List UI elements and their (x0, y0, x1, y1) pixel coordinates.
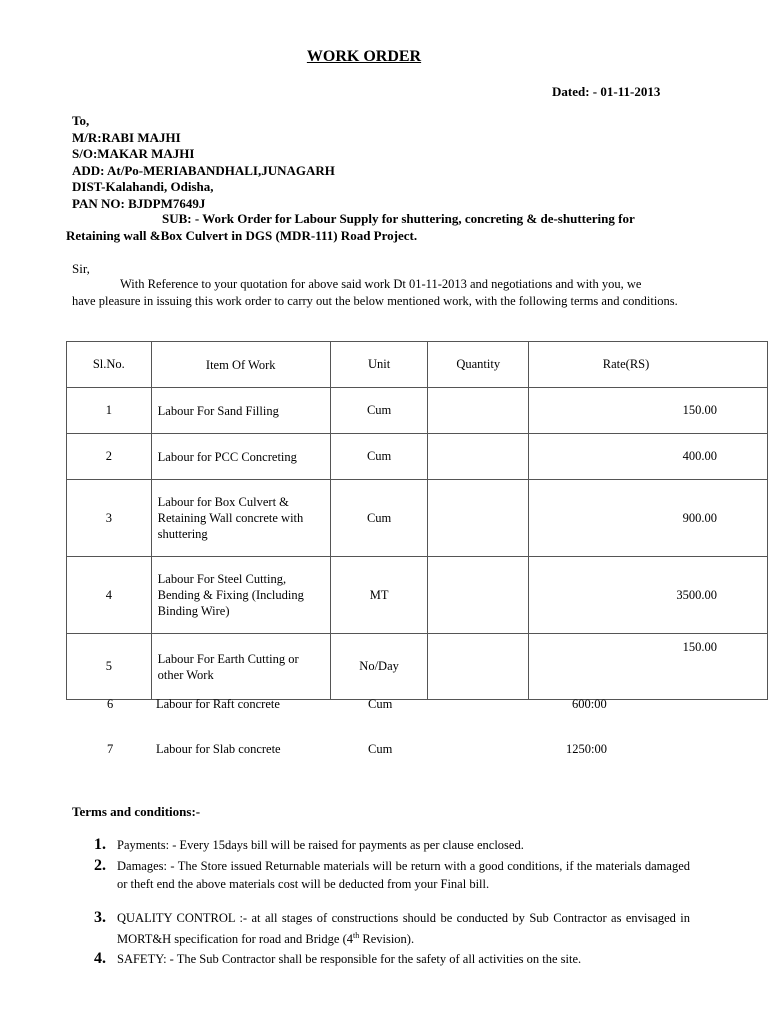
document-title: WORK ORDER (306, 48, 422, 65)
cell-item: Labour For Steel Cutting, Bending & Fixing (Including Binding Wire) (151, 557, 330, 634)
extra-row-7-item: Labour for Slab concrete (156, 742, 281, 756)
cell-sl: 2 (67, 434, 152, 480)
term-text: Payments: - Every 15days bill will be raised for payments as per clause enclosed. (117, 838, 524, 852)
cell-item: Labour for PCC Concreting (151, 434, 330, 480)
cell-rate: 150.00 (529, 388, 768, 434)
extra-row-7-unit: Cum (368, 742, 393, 756)
address-to: To, (72, 113, 90, 128)
address-so: S/O:MAKAR MAJHI (72, 146, 195, 162)
header-unit: Unit (330, 342, 428, 388)
salutation: Sir, (72, 261, 90, 276)
term-number: 1. (94, 836, 106, 853)
cell-sl: 5 (67, 634, 152, 700)
term-item (94, 836, 690, 854)
subject-block (66, 210, 676, 244)
term-number: 3. (94, 909, 106, 926)
cell-quantity (428, 388, 529, 434)
terms-list (94, 836, 690, 968)
cell-quantity (428, 557, 529, 634)
header-item: Item Of Work (151, 342, 330, 388)
cell-rate: 3500.00 (529, 557, 768, 634)
subject-line-1: SUB: - Work Order for Labour Supply for shuttering, concreting & de-shuttering for (162, 211, 635, 226)
address-add: ADD: At/Po-MERIABANDHALI,JUNAGARH (72, 162, 335, 178)
table-row (67, 480, 768, 557)
header-rate: Rate(RS) (529, 342, 768, 388)
header-quantity: Quantity (428, 342, 529, 388)
cell-sl: 1 (67, 388, 152, 434)
address-name: M/R:RABI MAJHI (72, 129, 181, 145)
extra-row-6-item: Labour for Raft concrete (156, 697, 280, 711)
header-sl: Sl.No. (67, 342, 152, 388)
work-table (66, 341, 768, 700)
table-row (67, 434, 768, 480)
cell-quantity (428, 434, 529, 480)
cell-rate: 900.00 (529, 480, 768, 557)
date-line: Dated: - 01-11-2013 (552, 84, 661, 99)
address-block (72, 113, 335, 213)
cell-unit: No/Day (330, 634, 428, 700)
term-item (94, 950, 690, 968)
table-row (67, 557, 768, 634)
term-text (117, 909, 690, 948)
cell-unit: Cum (330, 480, 428, 557)
cell-item: Labour For Earth Cutting or other Work (151, 634, 330, 700)
term-text: Damages: - The Store issued Returnable materials will be return with a good conditions, if the materials damaged or theft end the above materials cost will be deducted from your Final bill. (117, 859, 690, 891)
term-item (94, 857, 690, 893)
cell-item: Labour For Sand Filling (151, 388, 330, 434)
intro-paragraph (72, 276, 684, 310)
cell-unit: Cum (330, 388, 428, 434)
cell-quantity (428, 480, 529, 557)
term-number: 2. (94, 857, 106, 874)
extra-row-6-unit: Cum (368, 697, 393, 711)
extra-row-7-sl: 7 (107, 742, 114, 756)
term-number: 4. (94, 950, 106, 968)
intro-line-1: With Reference to your quotation for above said work Dt 01-11-2013 and negotiations and with you, we (120, 277, 642, 291)
cell-quantity (428, 634, 529, 700)
address-pan: PAN NO: BJDPM7649J (72, 195, 206, 211)
table-row (67, 634, 768, 700)
cell-rate: 400.00 (529, 434, 768, 480)
address-dist: DIST-Kalahandi, Odisha, (72, 179, 214, 195)
term-item (94, 909, 690, 948)
terms-heading: Terms and conditions:- (72, 804, 201, 819)
term-text-after: Revision). (359, 932, 415, 947)
table-row (67, 388, 768, 434)
cell-unit: Cum (330, 434, 428, 480)
term-text-before: QUALITY CONTROL :- at all stages of constructions should be conducted by Sub Contractor as envisaged in MORT&H specification for road and Bridge (4 (117, 911, 690, 947)
table-header-row (67, 342, 768, 388)
cell-item: Labour for Box Culvert & Retaining Wall concrete with shuttering (151, 480, 330, 557)
cell-unit: MT (330, 557, 428, 634)
subject-line-2: Retaining wall &Box Culvert in DGS (MDR-111) Road Project. (66, 228, 418, 243)
intro-line-2: have pleasure in issuing this work order to carry out the below mentioned work, with the following terms and conditions. (72, 294, 678, 308)
cell-sl: 4 (67, 557, 152, 634)
term-text-sup: th (353, 931, 360, 940)
extra-row-6-rate: 600:00 (572, 697, 607, 711)
extra-row-7-rate: 1250:00 (566, 742, 607, 756)
extra-row-6-sl: 6 (107, 697, 114, 711)
cell-rate: 150.00 (529, 634, 768, 700)
term-text: SAFETY: - The Sub Contractor shall be responsible for the safety of all activities on the site. (117, 952, 582, 967)
cell-sl: 3 (67, 480, 152, 557)
